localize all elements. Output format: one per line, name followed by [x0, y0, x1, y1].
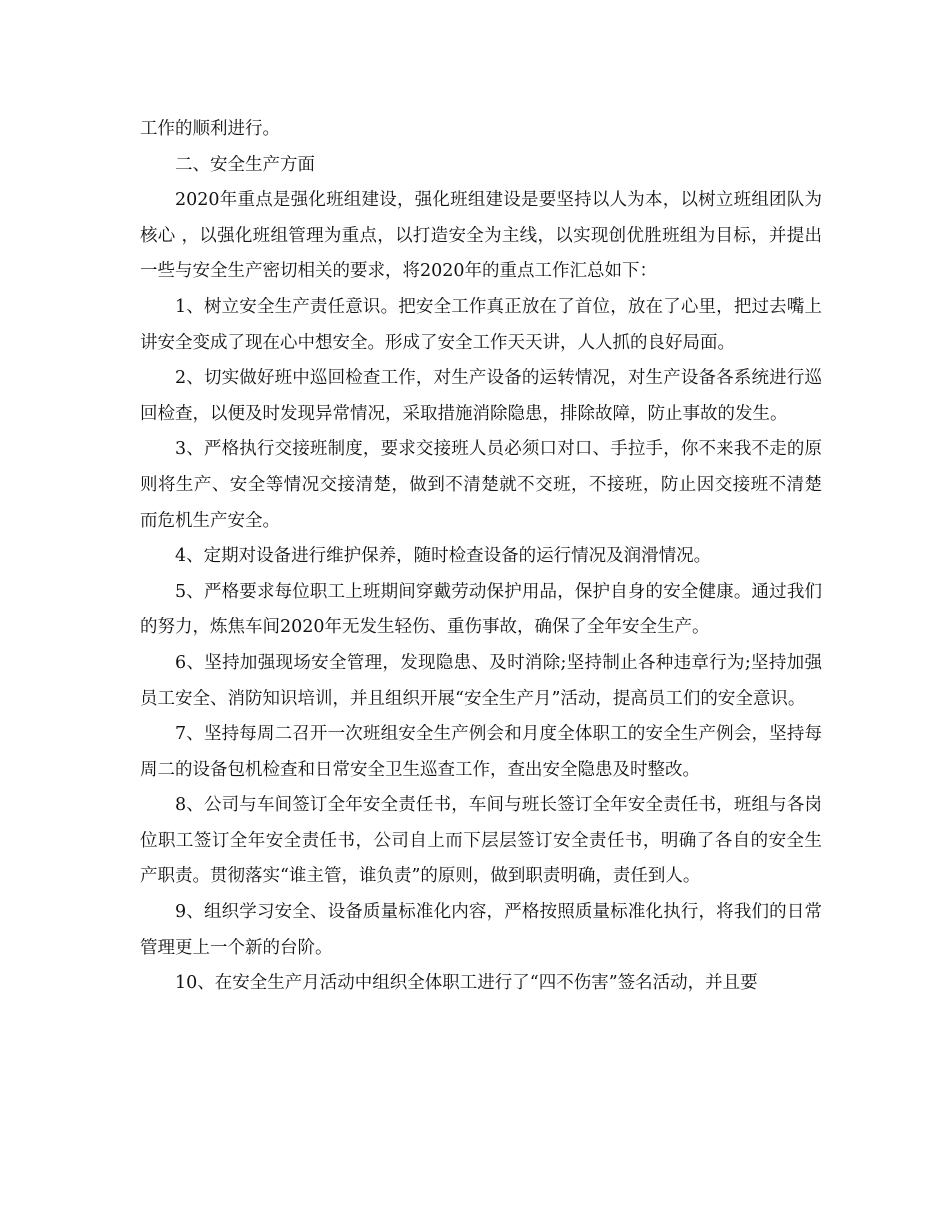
list-item-7: 7、坚持每周二召开一次班组安全生产例会和月度全体职工的安全生产例会，坚持每周二的设备包机检查和日常安全卫生巡查工作，查出安全隐患及时整改。 — [140, 724, 822, 780]
list-item-6: 6、坚持加强现场安全管理，发现隐患、及时消除;坚持制止各种违章行为;坚持加强员工安全、消防知识培训，并且组织开展“安全生产月”活动，提高员工们的安全意识。 — [140, 652, 822, 709]
paragraph-intro: 2020年重点是强化班组建设，强化班组建设是要坚持以人为本，以树立班组团队为核心 ，以强化班组管理为重点，以打造安全为主线，以实现创优胜班组为目标，并提出一些与安全生产密切相关的要求，将2020年的重点工作汇总如下： — [140, 190, 822, 282]
section-heading: 二、安全生产方面 — [175, 154, 315, 175]
list-item-4: 4、定期对设备进行维护保养，随时检查设备的运行情况及润滑情况。 — [175, 546, 712, 567]
list-item-10: 10、在安全生产月活动中组织全体职工进行了“四不伤害”签名活动，并且要 — [175, 973, 758, 994]
list-item-2: 2、切实做好班中巡回检查工作，对生产设备的运转情况，对生产设备各系统进行巡回检查，以便及时发现异常情况，采取措施消除隐患，排除故障，防止事故的发生。 — [140, 368, 822, 424]
paragraph-continuation: 工作的顺利进行。 — [140, 119, 280, 139]
list-item-9: 9、组织学习安全、设备质量标准化内容，严格按照质量标准化执行，将我们的日常管理更上一个新的台阶。 — [140, 902, 822, 958]
document-body — [140, 112, 822, 1002]
list-item-1: 1、树立安全生产责任意识。把安全工作真正放在了首位，放在了心里，把过去嘴上讲安全变成了现在心中想安全。形成了安全工作天天讲，人人抓的良好局面。 — [140, 296, 822, 353]
list-item-3: 3、严格执行交接班制度，要求交接班人员必须口对口、手拉手，你不来我不走的原则将生产、安全等情况交接清楚，做到不清楚就不交班，不接班，防止因交接班不清楚而危机生产安全。 — [140, 439, 822, 531]
list-item-8: 8、公司与车间签订全年安全责任书，车间与班长签订全年安全责任书，班组与各岗位职工签订全年安全责任书，公司自上而下层层签订安全责任书，明确了各自的安全生产职责。贯彻落实“谁主管，谁负责”的原则，做到职责明确，责任到人。 — [140, 795, 822, 887]
list-item-5: 5、严格要求每位职工上班期间穿戴劳动保护用品，保护自身的安全健康。通过我们的努力，炼焦车间2020年无发生轻伤、重伤事故，确保了全年安全生产。 — [140, 581, 822, 638]
